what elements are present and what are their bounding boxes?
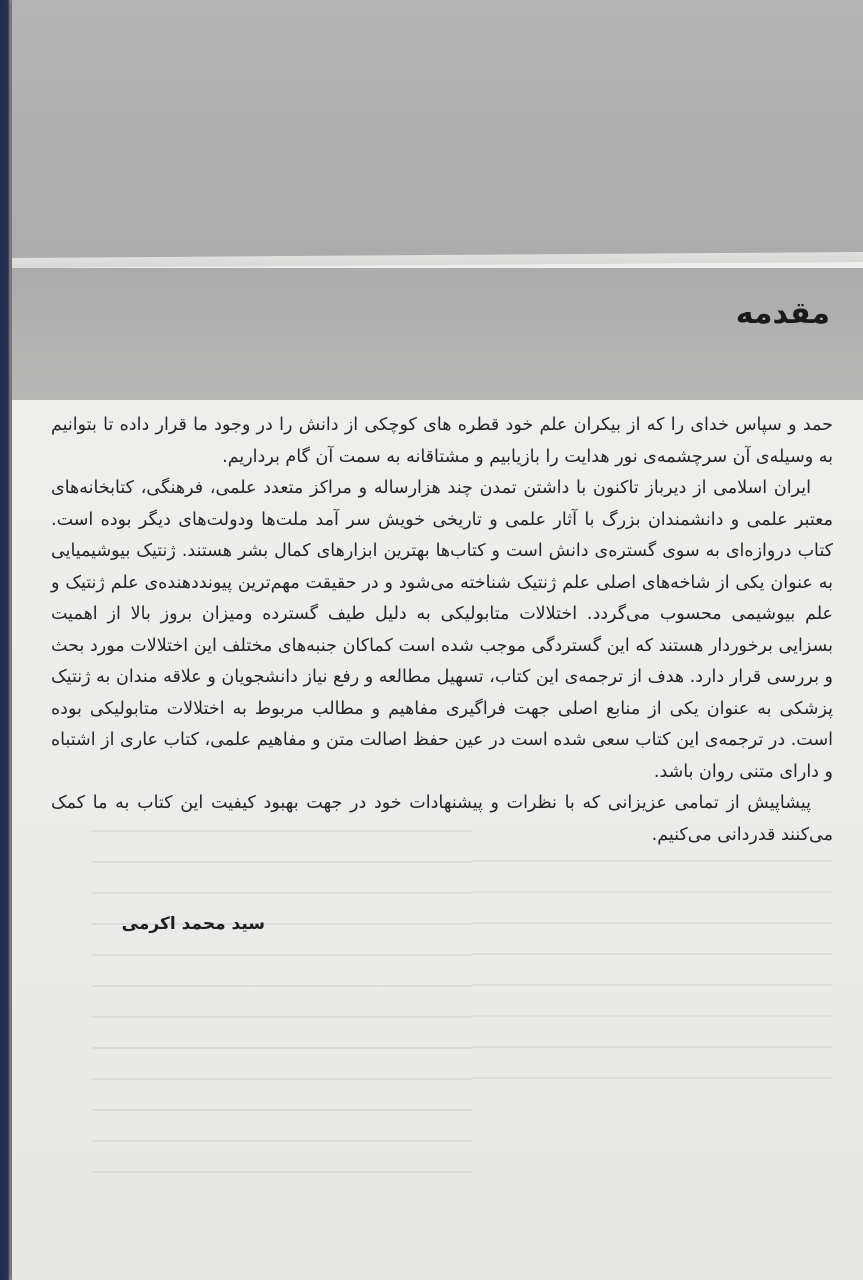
paragraph: حمد و سپاس خدای را که از بیکران علم خود قطره های کوچکی از دانش را در وجود ما قرار داده تا بتوانیم به وسیله‌ی آن سرچشمه‌ی نور هدایت را بازیابیم و مشتاقانه به سمت آن گام برداریم.: [51, 415, 833, 467]
paragraph: ایران اسلامی از دیرباز تاکنون با داشتن تمدن چند هزارساله و مراکز متعدد علمی، فرهنگی، کتابخانه‌های معتبر علمی و دانشمندان بزرگ با آثار علمی و تاریخی خویش سر آمد ملت‌ها ودولت‌های دیگر بوده است. کتاب دروازه‌ای به سوی گستره‌ی دانش است و کتاب‌ها بهترین ابزارهای کمال بشر هستند. ژنتیک بیوشیمیایی به عنوان یکی از شاخه‌های اصلی علم ژنتیک شناخته می‌شود و در حقیقت مهم‌ترین پیونددهنده‌ی علم ژنتیک و علم بیوشیمی محسوب می‌گردد. اختلالات متابولیکی به دلیل طیف گسترده ومیزان بروز بالا از اهمیت بسزایی برخوردار هستند که این گستردگی موجب شده است کماکان جنبه‌های مختلف این اختلالات مورد بحث و بررسی قرار دارد. هدف از ترجمه‌ی این کتاب، تسهیل مطالعه و رفع نیاز دانشجویان و علاقه مندان به ژنتیک پزشکی به عنوان یکی از منابع اصلی جهت فراگیری مفاهیم و مطالب مربوط به اختلالات متابولیکی بوده است. در ترجمه‌ی این کتاب سعی شده است در عین حفظ اصالت متن و مفاهیم علمی، کتاب عاری از اشتباه و دارای متنی روان باشد.: [51, 478, 833, 782]
author-signature: سید محمد اکرمی: [121, 914, 265, 934]
paragraph: پیشاپیش از تمامی عزیزانی که با نظرات و پیشنهادات خود در جهت بهبود کیفیت این کتاب به ما کمک می‌کنند قدردانی می‌کنیم.: [51, 793, 833, 845]
page-title: مقدمه: [735, 296, 830, 331]
show-through-text: [92, 830, 472, 1180]
top-gray-band: [12, 0, 863, 258]
show-through-text: [472, 860, 832, 1100]
header-band: [12, 268, 863, 400]
introduction-body: [51, 410, 833, 851]
